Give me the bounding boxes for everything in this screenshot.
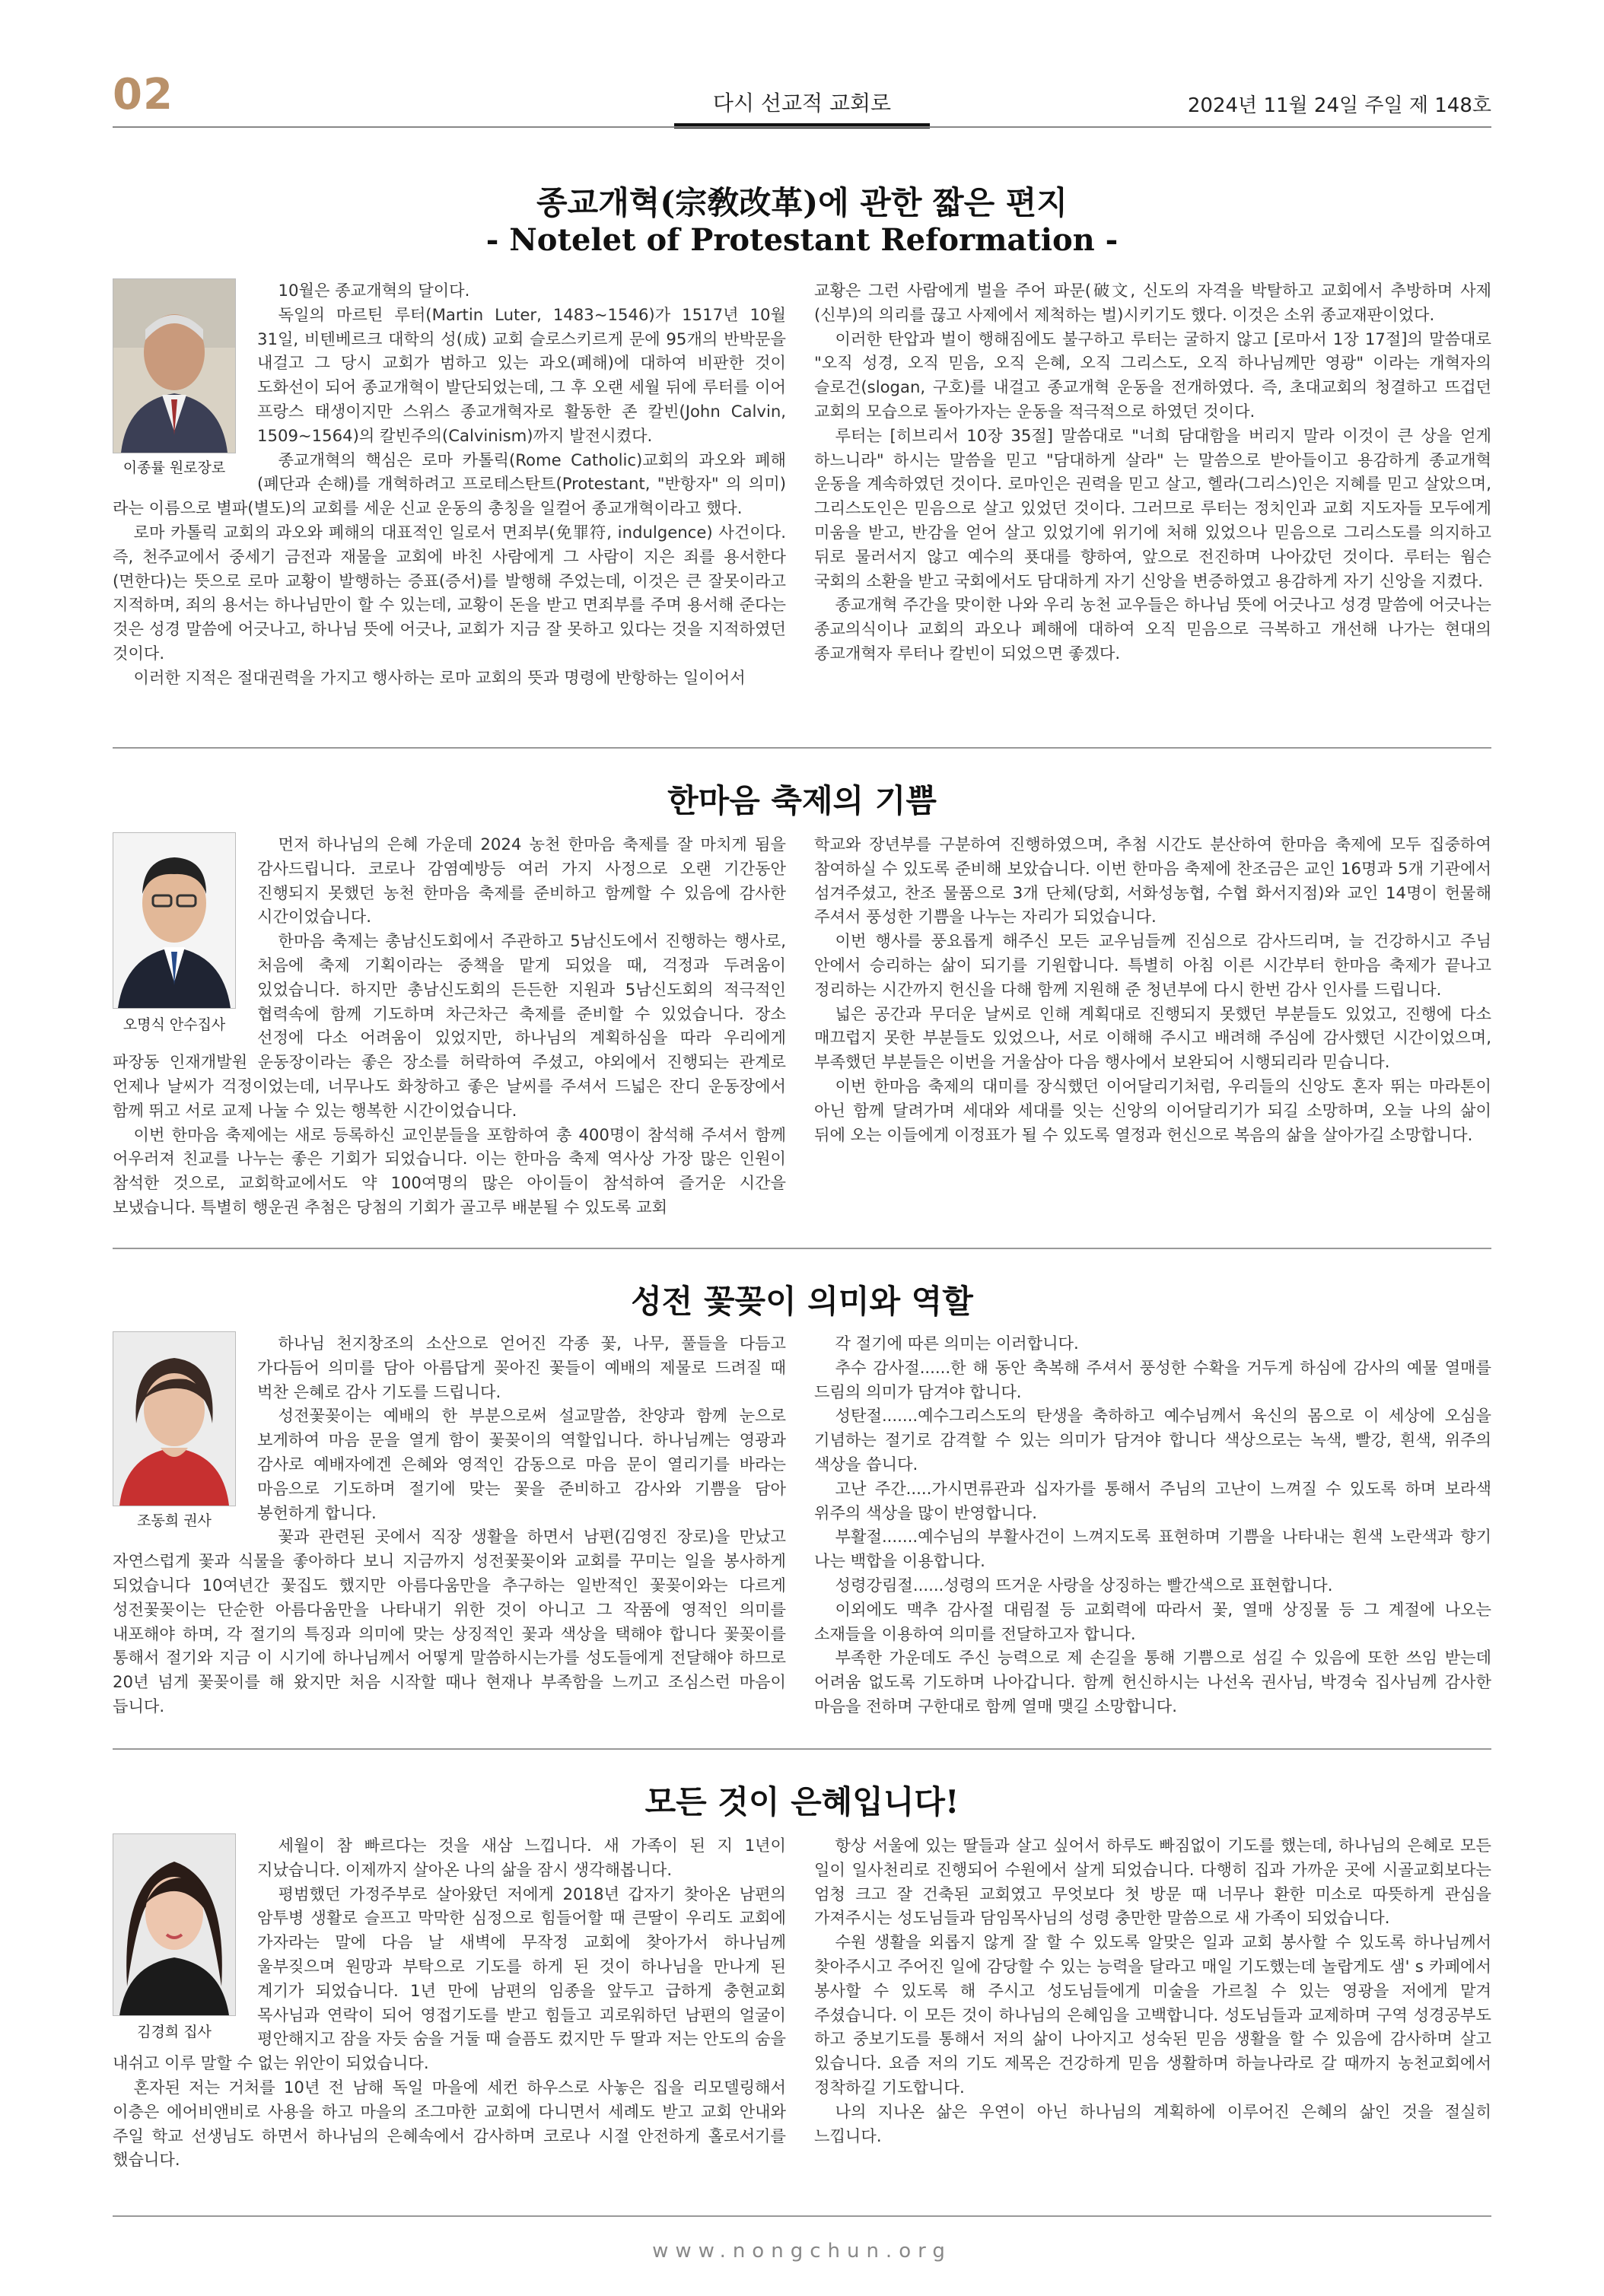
article-reformation — [113, 169, 1491, 747]
paragraph: 혼자된 저는 거처를 10년 전 남해 독일 마을에 세컨 하우스로 사놓은 집을 리모델링해서 이층은 에어비앤비로 사용을 하고 마을의 조그마한 교회에 다니면서 세례도 받고 교회 안내와 주일 학교 선생님도 하면서 하나님의 은혜속에서 감사하며 코로나 시절 안전하게 홀로서기를 했습니다. — [113, 2077, 786, 2170]
paragraph: 수원 생활을 외롭지 않게 잘 할 수 있도록 알맞은 일과 교회 봉사할 수 있도록 하나님께서 찾아주시고 주어진 일에 감당할 수 있는 능력을 달라고 매일 기도했는데 놀랍게도 샘' s 카페에서 봉사할 수 있도록 해 주시고 성도님들에게 미술을 가르칠 수 있는 영광을 저에게 맡겨 주셨습니다. 이 모든 것이 하나님의 은혜임을 고백합니다. 성도님들과 교제하며 구역 성경공부도 하고 중보기도를 통해서 저의 삶이 나아지고 성숙된 믿음 생활을 할 수 있음에 감사하며 살고 있습니다. 요즘 저의 기도 제목은 건강하게 믿음 생활하며 하늘나라로 갈 때까지 농천교회에서 정착하길 기도합니다. — [814, 1932, 1491, 2097]
author-name: 이종률 원로장로 — [123, 460, 226, 476]
paragraph: 이번 한마음 축제에는 새로 등록하신 교인분들을 포함하여 총 400명이 참석해 주셔서 함께 어우러져 친교를 나누는 좋은 기회가 되었습니다. 이는 한마음 축제 역사상 가장 많은 인원이 참석한 것으로, 교회학교에서도 약 100여명의 많은 아이들이 참석하여 즐거운 시간을 보냈습니다. 특별히 행운권 추첨은 당첨의 기회가 골고루 배분될 수 있도록 교회 — [113, 1124, 786, 1216]
paragraph: 이외에도 맥추 감사절 대림절 등 교회력에 따라서 꽃, 열매 상징물 등 그 계절에 나오는 소재들을 이용하여 의미를 전달하고자 합니다. — [814, 1599, 1492, 1643]
paragraph: 항상 서울에 있는 딸들과 살고 싶어서 하루도 빠짐없이 기도를 했는데, 하나님의 은혜로 모든 일이 일사천리로 진행되어 수원에서 살게 되었습니다. 다행히 집과 가까운 곳에 시골교회보다는 엄청 크고 잘 건축된 교회였고 무엇보다 첫 방문 때 너무나 환한 미소로 따뜻하게 관심을 가져주시는 성도님들과 담임목사님의 성령 충만한 말씀으로 새 가족이 되었습니다. — [814, 1836, 1491, 1928]
paragraph: 이번 한마음 축제의 대미를 장식했던 이어달리기처럼, 우리들의 신앙도 혼자 뛰는 마라톤이 아닌 함께 달려가며 세대와 세대를 잇는 신앙의 이어달리기가 되길 소망하며, 오늘 나의 삶이 뒤에 오는 이들에게 이정표가 될 수 있도록 열정과 헌신으로 복음의 삶을 살아가길 소망합니다. — [814, 1076, 1491, 1144]
paragraph: 먼저 하나님의 은혜 가운데 2024 농천 한마음 축제를 잘 마치게 됨을 감사드립니다. 코로나 감염예방등 여러 가지 사정으로 오랜 기간동안 진행되지 못했던 농천 한마음 축제를 준비하고 함께할 수 있음에 감사한 시간이었습니다. — [257, 835, 786, 927]
paragraph: 세월이 참 빠르다는 것을 새삼 느낍니다. 새 가족이 된 지 1년이 지났습니다. 이제까지 살아온 나의 삶을 잠시 생각해봅니다. — [257, 1836, 786, 1879]
article-right-column — [814, 832, 1491, 1146]
photo-spacer — [113, 1331, 257, 1537]
article-right-column — [814, 1833, 1491, 2148]
author-name: 김경희 집사 — [137, 2024, 212, 2040]
article-title: 성전 꽃꽂이 의미와 역할 — [631, 1283, 973, 1320]
paragraph: 부활절.......예수님의 부활사건이 느껴지도록 표현하며 기쁨을 나타내는 흰색 노란색과 향기 나는 백합을 이용합니다. — [814, 1527, 1491, 1571]
article-title: 모든 것이 은혜입니다! — [644, 1783, 960, 1821]
section-divider — [113, 1748, 1491, 1750]
paragraph: 독일의 마르틴 루터(Martin Luter, 1483~1546)가 1517년 10월 31일, 비텐베르크 대학의 성(成) 교회 슬로스키르게 문에 95개의 반박문을 내걸고 그 당시 교회가 범하고 있는 과오(폐해)에 대하여 비판한 것이 도화선이 되어 종교개혁이 발단되었는데, 그 후 오랜 세월 뒤에 루터를 이어 프랑스 태생이지만 스위스 종교개혁자로 활동한 존 칼빈(John Calvin, 1509~1564)의 칼빈주의(Calvinism)까지 발전시켰다. — [257, 304, 786, 445]
article-title: 한마음 축제의 기쁨 — [667, 782, 937, 819]
article-left-column — [113, 832, 786, 1220]
paragraph: 한마음 축제는 총남신도회에서 주관하고 5남신도에서 진행하는 행사로, 처음에 축제 기획이라는 중책을 맡게 되었을 때, 걱정과 두려움이 있었습니다. 하지만 총남신도회의 든든한 지원과 5남신도회의 적극적인 협력속에 함께 기도하며 차근차근 축제를 준비할 수 있었습니다. 장소 선정에 다소 어려움이 있었지만, 하나님의 계획하심을 따라 우리에게 파장동 인재개발원 운동장이라는 좋은 장소를 허락하여 주셨고, 야외에서 진행되는 관계로 언제나 날씨가 걱정이었는데, 너무나도 화창하고 좋은 날씨를 주셔서 드넓은 잔디 운동장에서 함께 뛰고 서로 교제 나눌 수 있는 행복한 시간이었습니다. — [113, 931, 786, 1120]
page-number: 02 — [113, 70, 173, 119]
article-left-column — [113, 1833, 786, 2172]
paragraph: 부족한 가운데도 주신 능력으로 제 손길을 통해 기쁨으로 섬길 수 있음에 또한 쓰임 받는데 어려움 없도록 기도하며 나아갑니다. 함께 헌신하시는 나선옥 권사님, 박경숙 집사님께 감사한 마음을 전하며 구한대로 함께 열매 맺길 소망합니다. — [814, 1648, 1491, 1716]
paragraph: 각 절기에 따른 의미는 이러합니다. — [835, 1334, 1079, 1353]
paragraph: 고난 주간.....가시면류관과 십자가를 통해서 주님의 고난이 느껴질 수 있도록 하며 보라색 위주의 색상을 많이 반영합니다. — [814, 1478, 1491, 1522]
paragraph: 교황은 그런 사람에게 벌을 주어 파문(破文, 신도의 자격을 박탈하고 교회에서 추방하며 사제(신부)의 의리를 끊고 사제에서 제척하는 벌)시키기도 했다. 이것은 소위 종교재판이었다. — [814, 281, 1491, 324]
article-left-column — [113, 1331, 786, 1719]
paragraph: 성령강림절......성령의 뜨거운 사랑을 상징하는 빨간색으로 표현합니다. — [835, 1575, 1333, 1595]
paragraph: 성전꽃꽂이는 예배의 한 부분으로써 설교말씀, 찬양과 함께 눈으로 보게하여 마음 문을 열게 함이 꽃꽂이의 역할입니다. 하나님께는 영광과 감사로 예배자에겐 은혜와 영적인 감동으로 마음 문이 열리기를 바라는 마음으로 기도하며 절기에 맞는 꽃을 준비하고 감사와 기쁨을 담아 봉헌하게 합니다. — [257, 1406, 786, 1522]
paragraph: 꽃과 관련된 곳에서 직장 생활을 하면서 남편(김영진 장로)을 만났고 자연스럽게 꽃과 식물을 좋아하다 보니 지금까지 성전꽃꽂이와 교회를 꾸미는 일을 봉사하게 되었습니다 10여년간 꽃집도 했지만 아름다움만을 추구하는 일반적인 꽃꽂이와는 다르게 성전꽃꽂이는 단순한 아름다움만을 나타내기 위한 것이 아니고 그 작품에 영적인 의미를 내포해야 하며, 각 절기의 특징과 의미에 맞는 상징적인 꽃과 색상을 택해야 합니다 꽃꽂이를 통해서 절기와 지금 이 시기에 하나님께서 어떻게 말씀하시는가를 성도들에게 전달해야 하므로 20년 넘게 꽃꽂이를 해 왔지만 처음 시작할 때나 현재나 부족함을 느끼고 조심스런 마음이 듭니다. — [113, 1527, 786, 1716]
header-rule — [113, 126, 1491, 128]
article-grace — [113, 1770, 1491, 2226]
paragraph: 루터는 [히브리서 10장 35절] 말씀대로 "너희 담대함을 버리지 말라 이것이 큰 상을 얻게 하느니라" 하시는 말씀을 믿고 "담대하게 살라" 는 말씀으로 받아들이고 용감하게 종교개혁 운동을 계속하였던 것이다. 로마인은 권력을 믿고 살고, 헬라(그리스)인은 지혜를 믿고 살았으며, 그리스도인은 믿음으로 살고 있었던 것이다. 그러므로 루터는 정치인과 교회 지도자들 모두에게 미움을 받고, 반감을 얻어 살고 있었기에 위기에 처해 있었으나 믿음으로 그리스도를 의지하고 뒤로 물러서지 않고 예수의 푯대를 향하여, 앞으로 전진하며 나아갔던 것이다. 루터는 웜슨 국회의 소환을 받고 국회에서도 담대하게 자기 신앙을 변증하였고 용감하게 자기 신앙을 지켰다. — [814, 425, 1491, 590]
section-name: 다시 선교적 교회로 — [712, 91, 892, 116]
article-right-column — [814, 1331, 1491, 1719]
issue-info: 2024년 11월 24일 주일 제 148호 — [1187, 94, 1491, 117]
paragraph: 평범했던 가정주부로 살아왔던 저에게 2018년 갑자기 찾아온 남편의 암투병 생활로 슬프고 막막한 심정으로 힘들어할 때 큰딸이 우리도 교회에 가자라는 말에 다음 날 새벽에 무작정 교회에 찾아가서 하나님께 울부짖으며 원망과 부탁으로 기도를 하게 된 것이 하나님을 만나게 된 계기가 되었습니다. 1년 만에 남편의 임종을 앞두고 급하게 충현교회 목사님과 연락이 되어 영접기도를 받고 힘들고 괴로워하던 남편의 얼굴이 평안해지고 잠을 자듯 숨을 거둘 때 슬픔도 컸지만 두 딸과 저는 안도의 숨을 내쉬고 이루 말할 수 없는 위안이 되었습니다. — [113, 1884, 786, 2073]
section-divider — [113, 2215, 1491, 2217]
paragraph: 추수 감사절......한 해 동안 축복해 주셔서 풍성한 수확을 거두게 하심에 감사의 예물 열매를 드림의 의미가 담겨야 합니다. — [814, 1357, 1491, 1401]
footer-url[interactable]: www.nongchun.org — [652, 2240, 952, 2263]
paragraph: 하나님 천지창조의 소산으로 얻어진 각종 꽃, 나무, 풀들을 다듬고 가다듬어 의미를 담아 아름답게 꽂아진 꽃들이 예배의 제물로 드려질 때 벅찬 은혜로 감사 기도를 드립니다. — [257, 1334, 786, 1401]
section-divider — [113, 1248, 1491, 1249]
article-festival — [113, 768, 1491, 1248]
paragraph: 나의 지나온 삶은 우연이 아닌 하나님의 계획하에 이루어진 은혜의 삶인 것을 절실히 느낍니다. — [814, 2101, 1491, 2145]
photo-spacer — [113, 1833, 257, 2051]
article-left-column — [113, 278, 786, 690]
paragraph: 성탄절.......예수그리스도의 탄생을 축하하고 예수님께서 육신의 몸으로 이 세상에 오심을 기념하는 절기로 감격할 수 있는 의미가 담겨야 합니다 색상으로는 녹색, 빨강, 흰색, 위주의 색상을 씁니다. — [814, 1406, 1491, 1474]
author-name: 조동희 권사 — [137, 1512, 212, 1529]
article-flowers — [113, 1269, 1491, 1748]
article-subtitle: - Notelet of Protestant Reformation - — [485, 222, 1119, 258]
paragraph: 학교와 장년부를 구분하여 진행하였으며, 추첨 시간도 분산하여 한마음 축제에 모두 집중하여 참여하실 수 있도록 준비해 보았습니다. 이번 한마음 축제에 찬조금은 교인 16명과 5개 기관에서 섬겨주셨고, 찬조 물품으로 3개 단체(당회, 서화성농협, 수협 화서지점)와 교인 14명이 헌물해 주셔서 풍성한 기쁨을 나누는 자리가 되었습니다. — [814, 835, 1491, 927]
paragraph: 10월은 종교개혁의 달이다. — [278, 281, 470, 300]
paragraph: 이번 행사를 풍요롭게 해주신 모든 교우님들께 진심으로 감사드리며, 늘 건강하시고 주님 안에서 승리하는 삶이 되기를 기원합니다. 특별히 아침 이른 시간부터 한마음 축제가 끝나고 정리하는 시간까지 헌신을 다해 함께 지원해 준 청년부에 다시 한번 감사 인사를 드립니다. — [814, 931, 1491, 999]
section-divider — [113, 747, 1491, 749]
page-header — [113, 70, 1491, 131]
paragraph: 종교개혁의 핵심은 로마 카톨릭(Rome Catholic)교회의 과오와 폐해(폐단과 손해)를 개혁하려고 프로테스탄트(Protestant, "반항자" 의 의미)라는 이름으로 별파(별도)의 교회를 세운 신교 운동의 총칭을 일컬어 종교개혁이라고 했다. — [113, 450, 786, 518]
article-title: 종교개혁(宗敎改革)에 관한 짧은 편지 — [536, 184, 1068, 221]
photo-spacer — [113, 832, 257, 1050]
paragraph: 로마 카톨릭 교회의 과오와 폐해의 대표적인 일로서 면죄부(免罪符, indulgence) 사건이다. 즉, 천주교에서 중세기 금전과 재물을 교회에 바친 사람에게 그 사람이 지은 죄를 용서한다(면한다)는 뜻으로 로마 교황이 발행하는 증표(증서)를 발행해 주었는데, 이것은 큰 잘못이라고 지적하며, 죄의 용서는 하나님만이 할 수 있는데, 교황이 돈을 받고 면죄부를 주며 용서해 준다는 것은 성경 말씀에 어긋나고, 하나님 뜻에 어긋나, 교회가 지금 잘 못하고 있다는 것을 지적하였던 것이다. — [113, 522, 786, 663]
paragraph: 이러한 지적은 절대권력을 가지고 행사하는 로마 교회의 뜻과 명령에 반항하는 일이어서 — [133, 667, 746, 687]
article-right-column — [814, 278, 1491, 666]
paragraph: 종교개혁 주간을 맞이한 나와 우리 농천 교우들은 하나님 뜻에 어긋나고 성경 말씀에 어긋나는 종교의식이나 교회의 과오나 폐해에 대하여 오직 믿음으로 극복하고 개선해 나가는 현대의 종교개혁자 루터나 칼빈이 되었으면 좋겠다. — [814, 595, 1491, 663]
author-name: 오명식 안수집사 — [123, 1016, 226, 1033]
photo-spacer — [113, 278, 257, 484]
paragraph: 이러한 탄압과 벌이 행해짐에도 불구하고 루터는 굴하지 않고 [로마서 1장 17절]의 말씀대로 "오직 성경, 오직 믿음, 오직 은혜, 오직 그리스도, 오직 하나님께만 영광" 이라는 개혁자의 슬로건(slogan, 구호)를 내걸고 종교개혁 운동을 전개하였다. 즉, 초대교회의 청결하고 뜨겁던 교회의 모습으로 돌아가자는 운동을 적극적으로 하였던 것이다. — [814, 329, 1491, 421]
paragraph: 넓은 공간과 무더운 날씨로 인해 계획대로 진행되지 못했던 부분들도 있었고, 진행에 다소 매끄럽지 못한 부분들도 있었으나, 서로 이해해 주시고 배려해 주심에 감사했던 시간이었으며, 부족했던 부분들은 이번을 거울삼아 다음 행사에서 보완되어 시행되리라 믿습니다. — [814, 1003, 1491, 1072]
